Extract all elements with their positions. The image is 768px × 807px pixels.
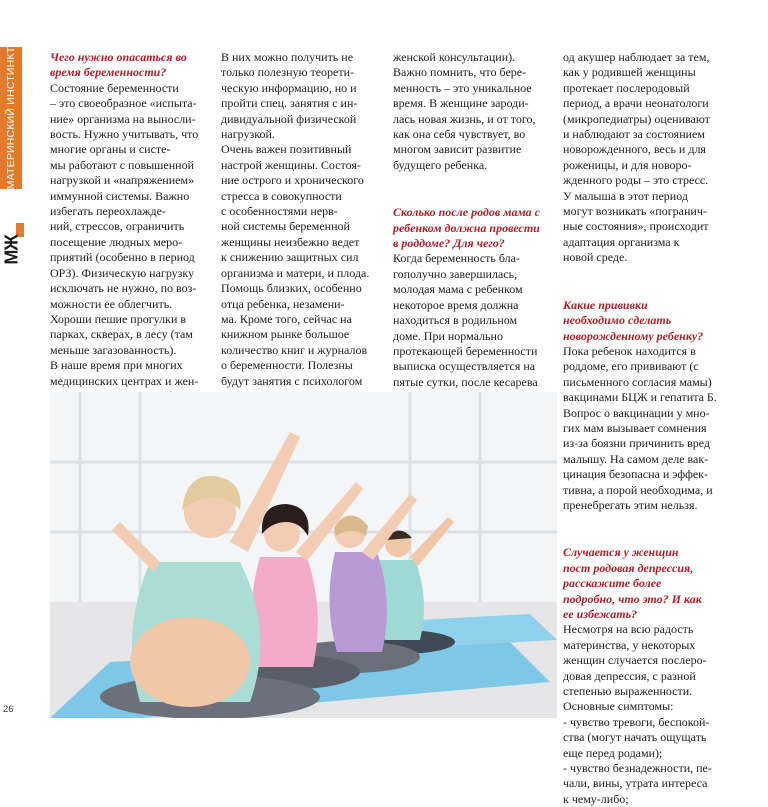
question-heading-2: Сколько после родов мама с ребенком должна провести в роддоме? Для чего? xyxy=(393,205,541,251)
article-column-3 xyxy=(393,50,555,421)
question-heading-4: Случается у женщин пост родовая депрессия, расскажите более подробно, что это? И как ее избежать? xyxy=(563,545,702,621)
body-text: Состояние беременности – это своеобразное «испыта- ние» организма на выносли- вость. Нужно учитывать, что многие органы и систе- мы работают с повышенной нагрузкой и «напряжением» иммунной системы. Важно избегать переохлажде- ний, стрессов, ограничить посещение людных меро- приятий (особенно в период ОРЗ). Физическую нагрузку исключать не нужно, по воз- можности ее облегчить. Хороши пешие прогулки в парках, скверах, в лесу (там меньше загазованность). В наше время при многих медицинских центрах и жен- xyxy=(50,80,199,388)
magazine-logo xyxy=(1,222,23,268)
yoga-class-photo xyxy=(50,392,557,718)
logo-text: МЖ xyxy=(1,235,22,265)
page-number: 26 xyxy=(3,704,14,715)
question-heading-3: Какие прививки необходимо сделать новорожденному ребенку? xyxy=(563,297,704,343)
body-text: од акушер наблюдает за тем, как у родившей женщины протекает послеродовый период, а врачи неонатологи (микропедиатры) оценивают и наблюдают за состоянием новорожденного, весь и для роженицы, и для новоро- жденного роды – это стресс. У малыша в этот период могут возникать «погранич- ные состояния», происходит адаптация организма к новой среде. xyxy=(563,50,710,265)
article-column-1 xyxy=(50,50,220,420)
question-heading-1: Чего нужно опасаться во время беременности? xyxy=(50,50,187,80)
body-text: Несмотря на всю радость материнства, у некоторых женщин случается послеро- довая депрессия, с разной степенью выраженности. Основные симптомы: - чувство тревоги, беспокой- ства (могут начать ощущать еще перед родами); - чувство безнадежности, пе- чали, вины, утрата интереса к чему-либо; xyxy=(563,622,712,806)
article-column-2 xyxy=(221,50,381,420)
yoga-illustration xyxy=(50,392,557,718)
section-title: МАТЕРИНСКИЙ ИНСТИНКТ xyxy=(5,46,17,190)
article-column-4 xyxy=(563,50,728,807)
body-text: В них можно получить не только полезную теорети- ческую информацию, но и пройти спец. занятия с ин- дивидуальной физической нагрузкой. Очень важен позитивный настрой женщины. Состоя- ние острого и хронического стресса в совокупности с особенностями нерв- ной системы беременной женщины неизбежно ведет к снижению защитных сил организма и матери, и плода. Помощь близких, особенно отца ребенка, незамени- ма. Кроме того, сейчас на книжном рынке большое количество книг и журналов о беременности. Полезны будут занятия с психологом xyxy=(221,50,370,388)
body-text: женской консультации). Важно помнить, что бере- менность – это уникальное время. В женщине зароди- лась новая жизнь, и от того, как она себя чувствует, во многом зависит развитие будущего ребенка. xyxy=(393,50,536,172)
body-text: Пока ребенок находится в роддоме, его прививают (с письменного согласия мамы) вакцинами БЦЖ и гепатита Б. Вопрос о вакцинации у мно- гих мам вызывает сомнения из-за боязни причинить вред малышу. На самом деле вак- цинация безопасна и эффек- тивна, а порой необходима, и пренебрегать этим нельзя. xyxy=(563,343,717,512)
body-text: Когда беременность бла- гополучно завершилась, молодая мама с ребенком некоторое время должна находиться в родильном доме. При нормально протекающей беременности выписка осуществляется на пятые сутки, после кесарева xyxy=(393,251,538,389)
